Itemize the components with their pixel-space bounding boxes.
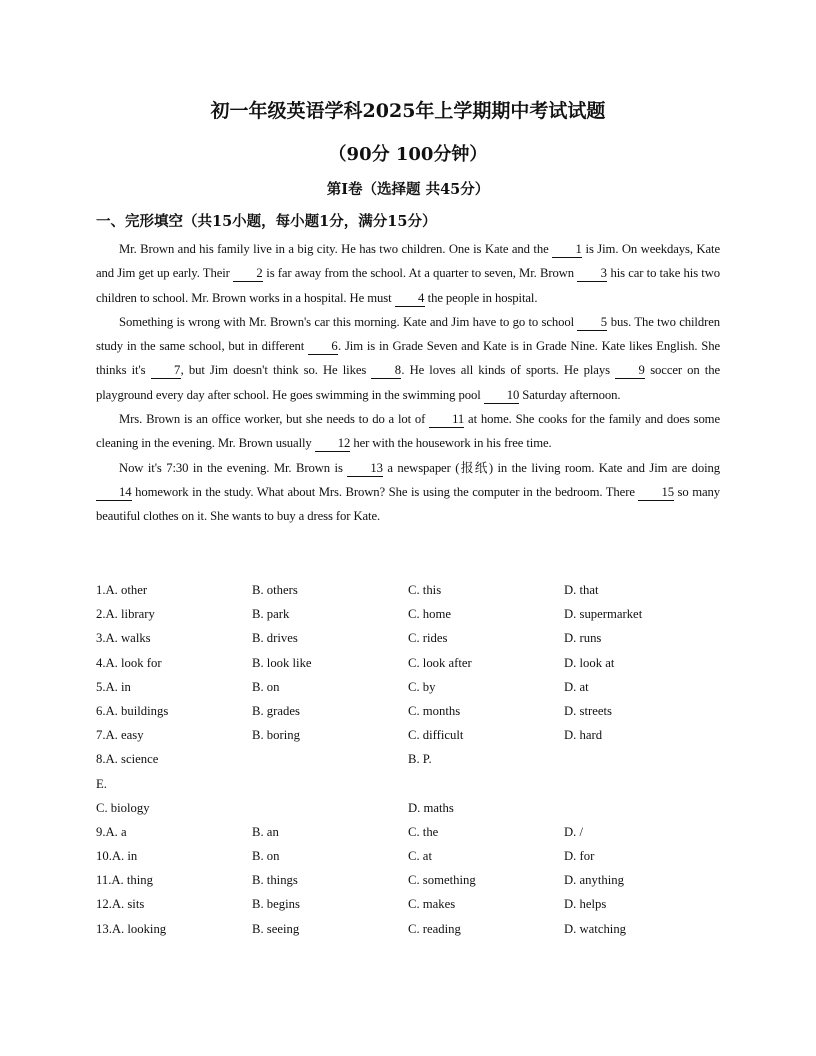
option-item: D. supermarket — [564, 607, 643, 622]
blank-14: 14 — [96, 485, 132, 501]
option-item: D. at — [564, 679, 589, 694]
option-row — [96, 578, 736, 602]
option-item: 9.A. a — [96, 824, 127, 839]
passage-text: the people in hospital. — [424, 290, 538, 305]
blank-12: 12 — [315, 436, 351, 452]
option-item: D. streets — [564, 703, 612, 718]
blank-6: 6 — [308, 339, 338, 355]
option-item: B. park — [252, 607, 290, 622]
option-item: 8.A. science — [96, 752, 159, 767]
option-item: B. look like — [252, 655, 312, 670]
option-item: 5.A. in — [96, 679, 131, 694]
passage-text: his car to take his two children to school. Mr. Brown works in a hospital. He must — [96, 266, 720, 305]
option-row — [96, 626, 736, 650]
option-row — [96, 651, 736, 675]
option-row — [96, 892, 736, 916]
passage-text: Now it's 7:30 in the evening. Mr. Brown is — [119, 460, 348, 475]
passage-paragraph — [96, 407, 720, 456]
option-item: C. at — [408, 849, 432, 864]
option-item: B. drives — [252, 631, 298, 646]
option-item: 4.A. look for — [96, 655, 162, 670]
option-item: C. something — [408, 873, 476, 888]
option-row — [96, 699, 736, 723]
passage-text: soccer on the playground every day after school. He goes swimming in the swimming pool — [96, 363, 721, 402]
option-item: D. runs — [564, 631, 602, 646]
passage-text: is Jim. On weekdays, Kate and Jim get up early. Their — [96, 242, 720, 281]
cloze-passage — [96, 237, 720, 529]
option-row — [96, 602, 736, 626]
option-item: C. biology — [96, 800, 150, 815]
option-item: B. things — [252, 873, 298, 888]
option-item: C. makes — [408, 897, 456, 912]
option-row — [96, 723, 736, 747]
passage-text: homework in the study. What about Mrs. Brown? She is using the computer in the bedroom. There — [131, 484, 639, 499]
option-item: C. look after — [408, 655, 472, 670]
blank-11: 11 — [429, 412, 464, 428]
option-item: B. others — [252, 583, 298, 597]
passage-paragraph — [96, 456, 720, 529]
option-item: D. anything — [564, 873, 624, 888]
option-item: C. difficult — [408, 728, 464, 743]
blank-3: 3 — [577, 266, 607, 282]
passage-paragraph — [96, 237, 720, 310]
passage-text: Saturday afternoon. — [519, 387, 621, 402]
blank-1: 1 — [552, 242, 582, 258]
section-heading: 一、完形填空（共15小题，每小题1分，满分15分） — [96, 213, 437, 230]
option-item: C. the — [408, 824, 439, 839]
blank-15: 15 — [638, 485, 674, 501]
option-item: D. helps — [564, 897, 607, 912]
option-item: C. this — [408, 583, 442, 597]
option-row — [96, 796, 736, 820]
option-item: D. watching — [564, 921, 627, 936]
passage-paragraph — [96, 310, 720, 407]
option-item: 12.A. sits — [96, 897, 145, 912]
option-item: B. on — [252, 679, 280, 694]
option-row — [96, 820, 736, 844]
blank-5: 5 — [577, 315, 607, 331]
answer-options — [96, 578, 736, 941]
option-row — [96, 868, 736, 892]
option-item: D. / — [564, 824, 584, 839]
option-item: B. boring — [252, 728, 300, 743]
option-item: B. on — [252, 849, 280, 864]
option-item: 11.A. thing — [96, 873, 153, 888]
exam-subtitle: （90分 100分钟） — [328, 144, 488, 165]
passage-text: Something is wrong with Mr. Brown's car this morning. Kate and Jim have to go to school — [119, 314, 578, 329]
option-item: C. rides — [408, 631, 448, 646]
option-item: B. seeing — [252, 921, 300, 936]
blank-10: 10 — [484, 388, 520, 404]
blank-2: 2 — [233, 266, 263, 282]
blank-9: 9 — [615, 363, 645, 379]
option-item: B. an — [252, 824, 279, 839]
option-item: E. — [96, 776, 107, 791]
option-item: 2.A. library — [96, 607, 155, 622]
option-item: C. months — [408, 703, 461, 718]
option-item: D. for — [564, 849, 595, 864]
part-heading: 第Ⅰ卷（选择题 共45分） — [326, 181, 490, 198]
option-item: 10.A. in — [96, 849, 138, 864]
passage-text: . Jim is in Grade Seven and Kate is in Grade Nine. Kate likes English. She thinks it's — [96, 339, 721, 378]
option-item: D. maths — [408, 800, 454, 815]
blank-7: 7 — [151, 363, 181, 379]
option-item: 3.A. walks — [96, 631, 151, 646]
option-item: D. look at — [564, 655, 615, 670]
option-item: 7.A. easy — [96, 728, 144, 743]
passage-text: at home. She cooks for the family and does some cleaning in the evening. Mr. Brown usually — [96, 412, 720, 451]
passage-text: Mrs. Brown is an office worker, but she needs to do a lot of — [119, 412, 430, 427]
option-row — [96, 675, 736, 699]
option-row — [96, 772, 736, 796]
passage-text: bus. The two children study in the same school, but in different — [96, 314, 720, 354]
passage-text: her with the housework in his free time. — [350, 436, 552, 451]
option-item: D. hard — [564, 728, 603, 743]
option-item: 6.A. buildings — [96, 703, 169, 718]
option-row — [96, 747, 736, 771]
option-row — [96, 844, 736, 868]
option-item: C. reading — [408, 921, 461, 936]
passage-text: a newspaper (报纸) in the living room. Kate and Jim are doing — [382, 460, 720, 475]
exam-title: 初一年级英语学科2025年上学期期中考试试题 — [210, 100, 606, 122]
option-item: C. home — [408, 607, 451, 622]
option-item: B. begins — [252, 897, 300, 912]
passage-text: . He loves all kinds of sports. He plays — [401, 363, 616, 378]
passage-text: is far away from the school. At a quarter to seven, Mr. Brown — [263, 266, 578, 281]
option-row — [96, 917, 736, 941]
passage-text: , but Jim doesn't think so. He likes — [180, 363, 372, 378]
option-item: B. grades — [252, 703, 300, 718]
blank-13: 13 — [347, 461, 383, 477]
blank-4: 4 — [395, 291, 425, 307]
option-item: C. by — [408, 679, 436, 694]
passage-text: so many beautiful clothes on it. She wants to buy a dress for Kate. — [96, 484, 720, 524]
option-item: 1.A. other — [96, 583, 148, 597]
passage-text: Mr. Brown and his family live in a big city. He has two children. One is Kate and the — [119, 242, 553, 256]
option-item: B. P. — [408, 752, 432, 767]
option-item: D. that — [564, 583, 599, 597]
blank-8: 8 — [371, 363, 401, 379]
option-item: 13.A. looking — [96, 921, 167, 936]
